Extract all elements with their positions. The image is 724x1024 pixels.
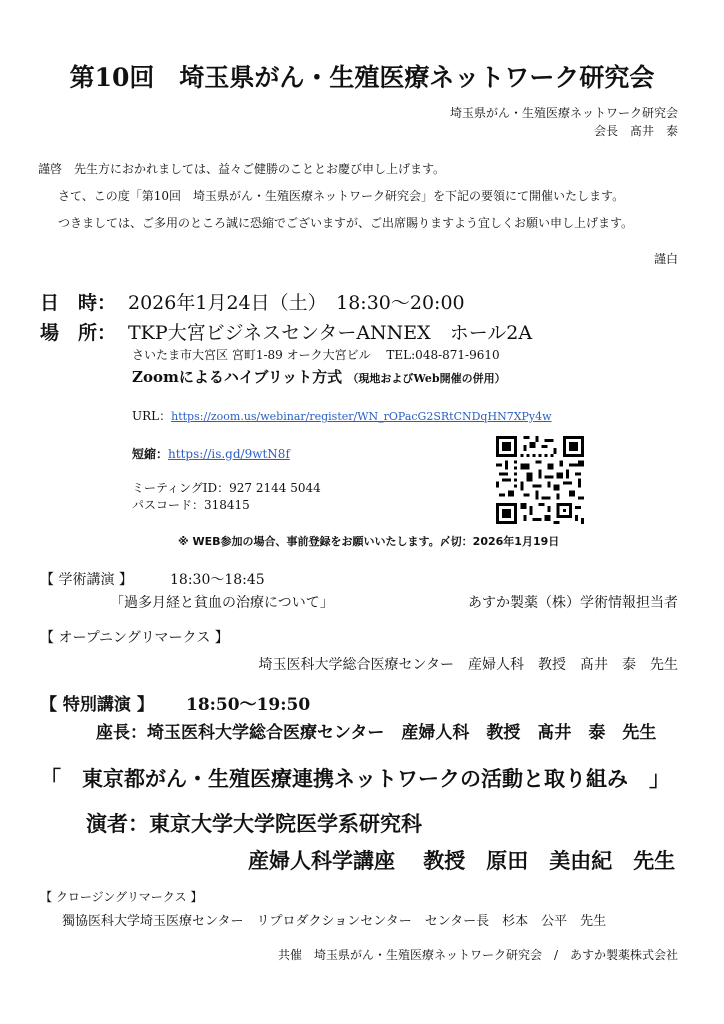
- web-registration-notice: ※ WEB参加の場合、事前登録をお願いいたします。〆切：2026年1月19日: [178, 535, 560, 548]
- lecture-time: 18:30〜18:45: [170, 572, 265, 588]
- zoom-main: Zoomによるハイブリット方式: [132, 368, 343, 386]
- venue-address: さいたま市大宮区 宮町1-89 オーク大宮ビル TEL:048-871-9610: [132, 348, 500, 362]
- greeting-closing: 謹白: [653, 252, 678, 266]
- special-speaker-line-2: 産婦人科学講座 教授 原田 美由紀 先生: [248, 848, 676, 873]
- special-chair: 座長：埼玉医科大学総合医療センター 産婦人科 教授 髙井 泰 先生: [96, 723, 657, 743]
- greeting-line-2: さて、この度「第10回 埼玉県がん・生殖医療ネットワーク研究会」を下記の要領にて開催いたします。: [58, 189, 625, 203]
- lecture-topic: 「過多月経と貧血の治療について」: [110, 595, 334, 611]
- short-url-link[interactable]: https://is.gd/9wtN8f: [168, 447, 290, 461]
- closing-speaker: 獨協医科大学埼玉医療センター リプロダクションセンター センター長 杉本 公平 先生: [62, 914, 607, 929]
- zoom-note: （現地およびWeb開催の併用）: [347, 372, 506, 385]
- short-url-label: 短縮：: [132, 447, 169, 461]
- opening-header: 【 オープニングリマークス 】: [40, 630, 229, 646]
- special-topic: 「 東京都がん・生殖医療連携ネットワークの活動と取り組み 」: [40, 766, 670, 791]
- greeting-line-1: 謹啓 先生方におかれましては、益々ご健勝のこととお慶び申し上げます。: [38, 162, 446, 176]
- closing-header: 【 クロージングリマークス 】: [40, 890, 203, 904]
- passcode: パスコード：318415: [132, 498, 250, 512]
- date-value: 2026年1月24日（土） 18:30〜20:00: [128, 292, 465, 314]
- special-speaker-line-1: 演者：東京大学大学院医学系研究科: [86, 811, 422, 836]
- lecture-header: 【 学術講演 】: [40, 572, 133, 588]
- zoom-method: [132, 366, 506, 387]
- place-value: TKP大宮ビジネスセンターANNEX ホール2A: [128, 322, 533, 344]
- cohost-footer: 共催 埼玉県がん・生殖医療ネットワーク研究会 / あすか製薬株式会社: [277, 948, 678, 962]
- page-title: 第10回 埼玉県がん・生殖医療ネットワーク研究会: [69, 63, 655, 92]
- url-label: URL：: [132, 409, 172, 423]
- organizer-president: 会長 髙井 泰: [593, 124, 678, 138]
- qr-code-image[interactable]: [496, 436, 584, 524]
- place-label: 場 所：: [40, 322, 117, 344]
- short-url-row: [132, 445, 290, 462]
- date-label: 日 時：: [40, 292, 117, 314]
- opening-speaker: 埼玉医科大学総合医療センター 産婦人科 教授 髙井 泰 先生: [258, 657, 678, 673]
- registration-url-link[interactable]: https://zoom.us/webinar/register/WN_rOPacG2SRtCNDqHN7XPy4w: [171, 410, 552, 423]
- greeting-line-3: つきましては、ご多用のところ誠に恐縮でございますが、ご出席賜りますよう宜しくお願い申し上げます。: [58, 216, 634, 230]
- organizer-name: 埼玉県がん・生殖医療ネットワーク研究会: [449, 106, 678, 120]
- url-row: [132, 407, 552, 424]
- meeting-id: ミーティングID：927 2144 5044: [132, 481, 321, 495]
- lecture-speaker: あすか製薬（株）学術情報担当者: [468, 595, 678, 611]
- special-time: 18:50〜19:50: [186, 695, 311, 715]
- special-header: 【 特別講演 】: [40, 695, 154, 715]
